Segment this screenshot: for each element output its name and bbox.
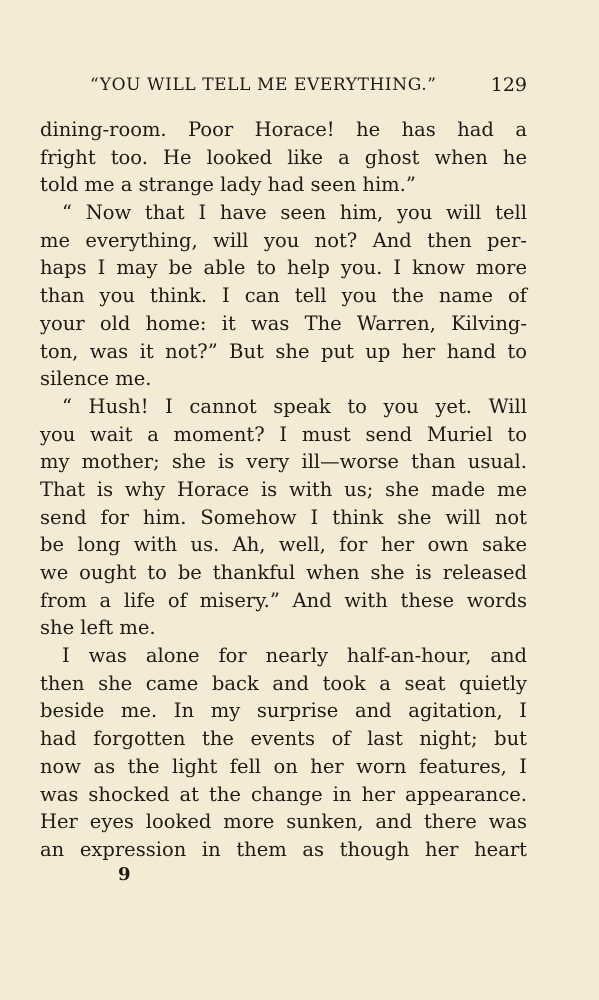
text-line: send for him. Somehow I think she will not <box>40 505 527 529</box>
text-line: Her eyes looked more sunken, and there was <box>40 810 527 834</box>
text-line: we ought to be thankful when she is released <box>40 561 527 584</box>
page-number: 129 <box>490 74 527 96</box>
running-head <box>40 75 527 103</box>
text-line: my mother; she is very ill—worse than usual. <box>40 450 527 474</box>
text-line: she left me. <box>40 616 156 640</box>
text-line: “ Now that I have seen him, you will tell <box>62 201 527 225</box>
text-line: ton, was it not?” But she put up her hand to <box>40 339 527 363</box>
text-line: be long with us. Ah, well, for her own sake <box>40 533 527 557</box>
text-line: had forgotten the events of last night; but <box>40 727 527 751</box>
text-line: I was alone for nearly half-an-hour, and <box>62 644 527 668</box>
text-line: than you think. I can tell you the name of <box>40 284 527 308</box>
running-title: “YOU WILL TELL ME EVERYTHING.” <box>90 75 437 95</box>
text-line: beside me. In my surprise and agitation, I <box>40 699 527 723</box>
text-line: your old home: it was The Warren, Kilving- <box>40 311 527 335</box>
text-line: an expression in them as though her heart <box>40 837 527 861</box>
signature-mark: 9 <box>118 864 131 885</box>
text-line: silence me. <box>40 367 152 391</box>
text-line: then she came back and took a seat quietly <box>40 671 527 695</box>
text-line: That is why Horace is with us; she made me <box>40 477 527 501</box>
text-line: you wait a moment? I must send Muriel to <box>40 422 527 446</box>
text-line: fright too. He looked like a ghost when he <box>40 145 527 169</box>
text-line: me everything, will you not? And then per- <box>40 228 527 252</box>
body-text <box>40 116 527 864</box>
text-line: now as the light fell on her worn features, I <box>40 754 527 778</box>
text-line: haps I may be able to help you. I know more <box>40 256 527 280</box>
text-line: from a life of misery.” And with these words <box>40 588 527 612</box>
text-line: was shocked at the change in her appearance. <box>40 782 527 806</box>
text-line: dining-room. Poor Horace! he has had a <box>40 118 527 141</box>
text-line: “ Hush! I cannot speak to you yet. Will <box>62 394 527 418</box>
text-line: told me a strange lady had seen him.” <box>40 173 416 197</box>
